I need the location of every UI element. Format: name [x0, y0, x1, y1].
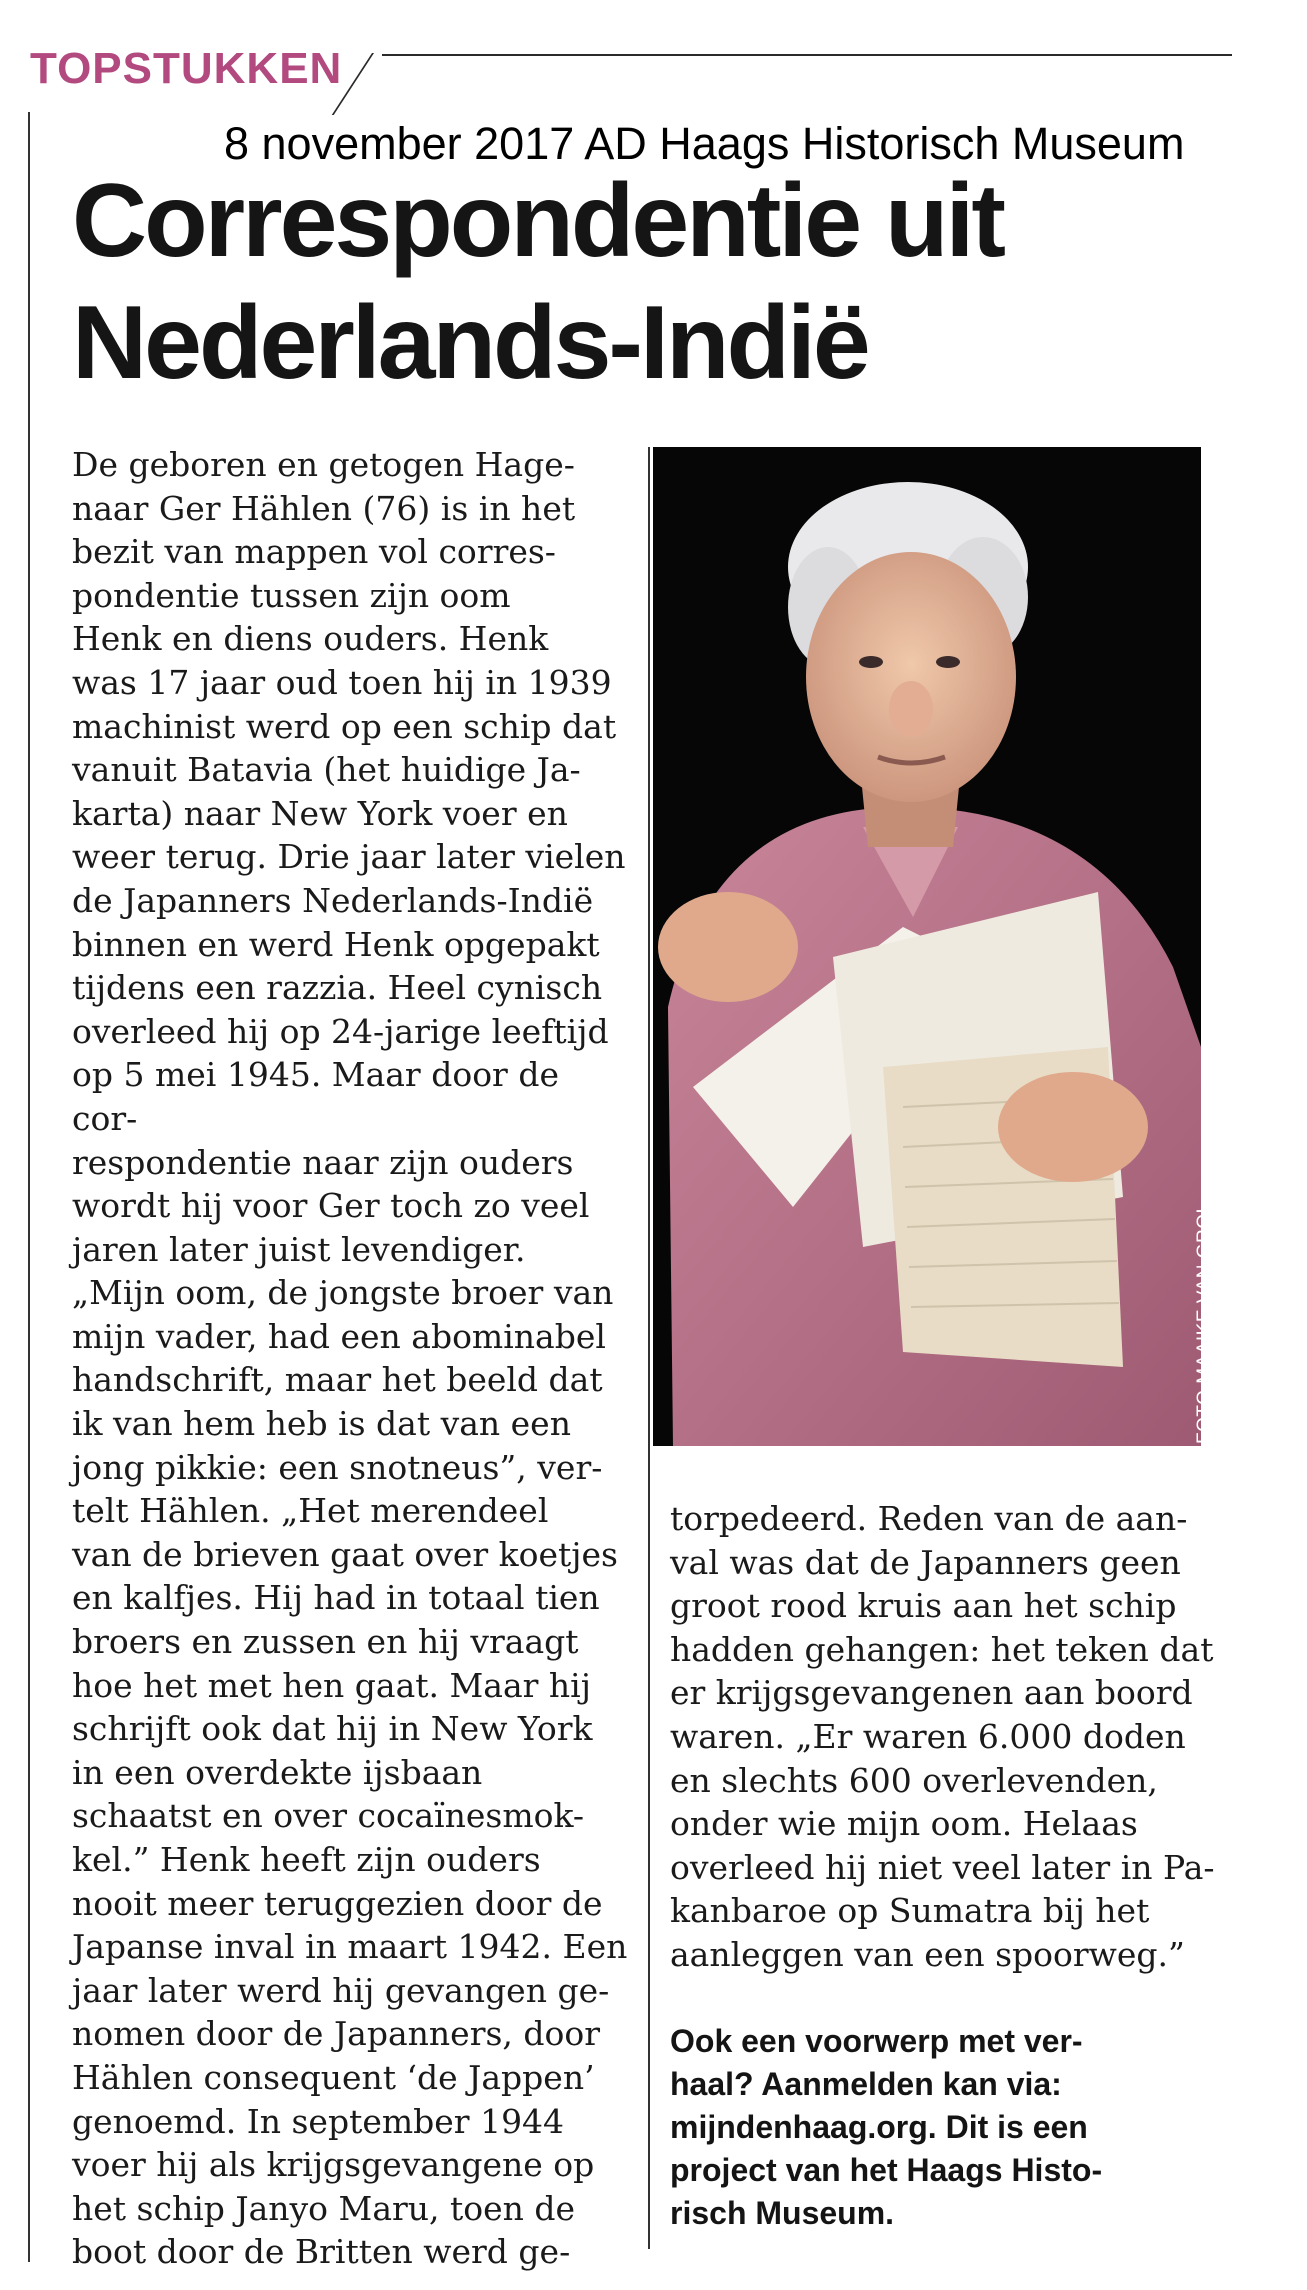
body-column-left	[72, 443, 632, 2274]
body-text-left: De geboren en getogen Hage- naar Ger Hählen (76) is in het bezit van mappen vol corres- pondentie tussen zijn oom Henk en diens ouders. Henk was 17 jaar oud toen hij in 1939 machinist werd op een schip dat vanuit Batavia (het huidige Ja- karta) naar New York voer en weer terug. Drie jaar later vielen de Japanners Nederlands-Indië binnen en werd Henk opgepakt tijdens een razzia. Heel cynisch overleed hij op 24-jarige leeftijd op 5 mei 1945. Maar door de cor- respondentie naar zijn ouders wordt hij voor Ger toch zo veel jaren later juist levendiger. „Mijn oom, de jongste broer van mijn vader, had een abominabel handschrift, maar het beeld dat ik van hem heb is dat van een jong pikkie: een snotneus”, ver- telt Hählen. „Het merendeel van de brieven gaat over koetjes en kalfjes. Hij had in totaal tien broers en zussen en hij vraagt hoe het met hen gaat. Maar hij schrijft ook dat hij in New York in een overdekte ijsbaan schaatst en over cocaïnesmok- kel.” Henk heeft zijn ouders nooit meer teruggezien door de Japanse inval in maart 1942. Een jaar later werd hij gevangen ge- nomen door de Japanners, door Hählen consequent ‘de Jappen’ genoemd. In september 1944 voer hij als krijgsgevangene op het schip Janyo Maru, toen de boot door de Britten werd ge-	[72, 445, 628, 2272]
portrait-illustration	[653, 447, 1201, 1446]
source-note: 8 november 2017 AD Haags Historisch Museum	[224, 118, 1185, 169]
headline-line-2: Nederlands-Indië	[72, 285, 868, 401]
section-label: TOPSTUKKEN	[30, 44, 343, 93]
left-margin-rule	[28, 112, 30, 2262]
body-text-right: torpedeerd. Reden van de aan- val was dat de Japanners geen groot rood kruis aan het schip hadden gehangen: het teken dat er krijgsgevangenen aan boord waren. „Er waren 6.000 doden en slechts 600 overlevenden, onder wie mijn oom. Helaas overleed hij niet veel later in Pa- kanbaroe op Sumatra bij het aanleggen van een spoorweg.”	[670, 1499, 1215, 1974]
headline	[72, 160, 1252, 404]
headline-line-1: Correspondentie uit	[72, 163, 1004, 279]
body-column-right	[670, 1497, 1230, 1977]
portrait-photo	[653, 447, 1201, 1446]
callout-box: Ook een voorwerp met ver- haal? Aanmelden kan via: mijndenhaag.org. Dit is een project van het Haags Histo- risch Museum.	[670, 2023, 1103, 2231]
header-top-rule	[382, 54, 1232, 56]
column-divider	[648, 447, 650, 2249]
photo-credit: FOTO MAAIKE VAN GROL	[1194, 1202, 1215, 1444]
